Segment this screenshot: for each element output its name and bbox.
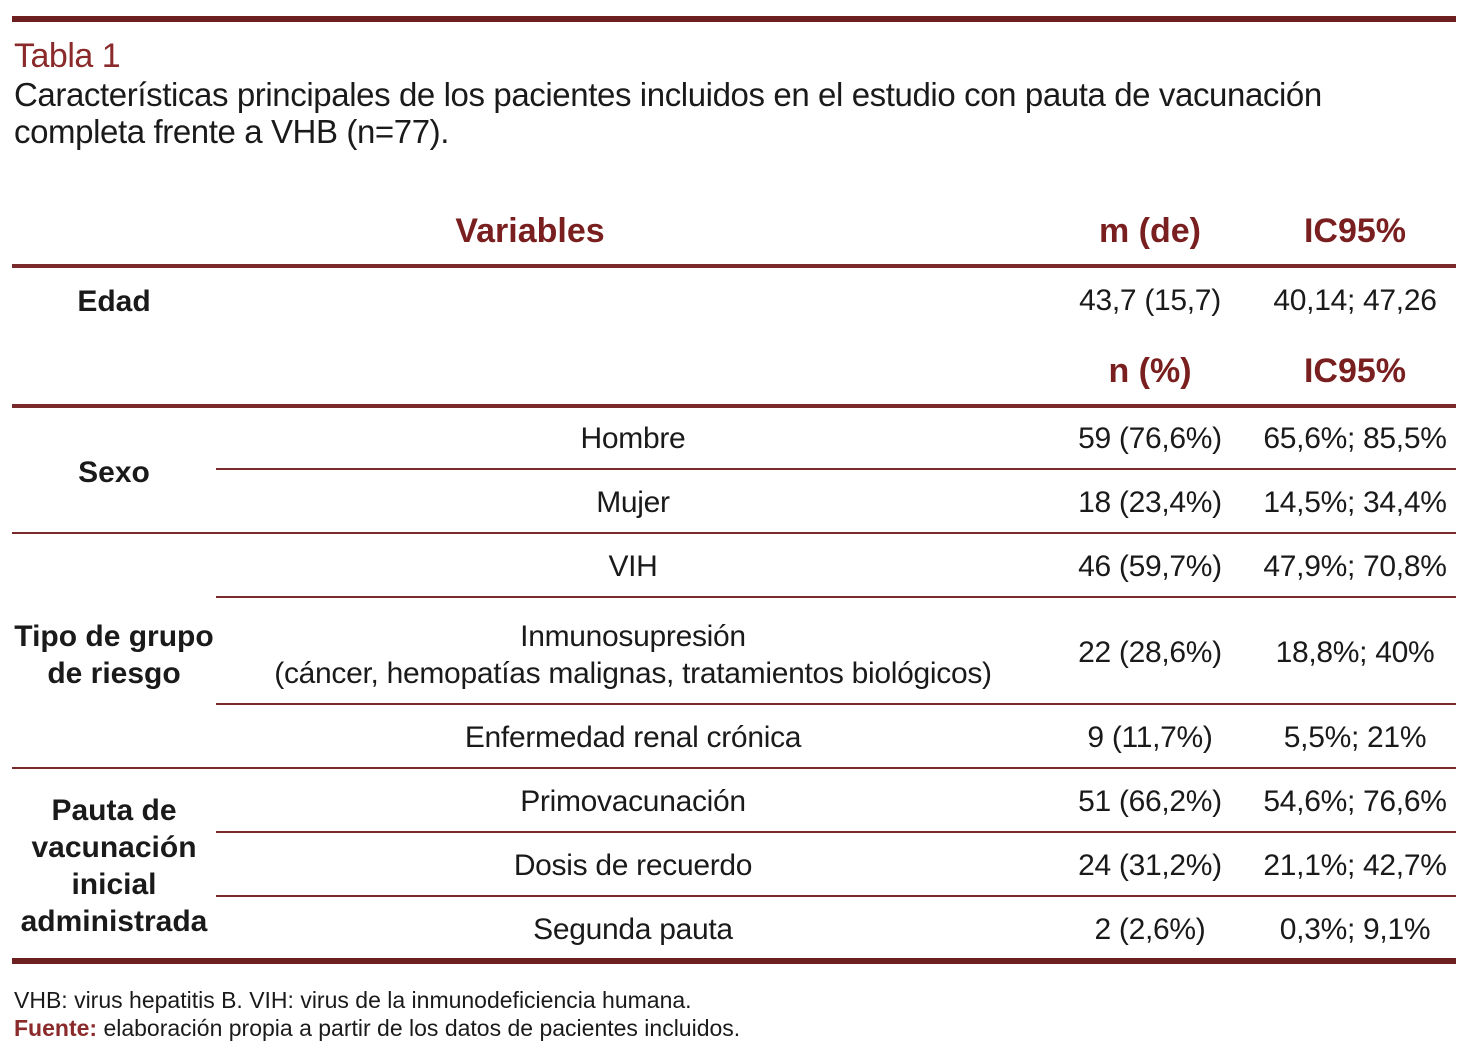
table-label: Tabla 1	[14, 37, 121, 75]
value-vih: 46 (59,7%)	[1078, 550, 1222, 583]
row-rule	[216, 596, 1456, 598]
table-footnote	[14, 986, 740, 1042]
label-recuerdo: Dosis de recuerdo	[513, 849, 753, 882]
group-riesgo-line2: de riesgo	[47, 657, 181, 690]
ci-segunda: 0,3%; 9,1%	[1279, 913, 1431, 946]
group-riesgo	[14, 618, 214, 692]
header-ci-2: IC95%	[1303, 352, 1407, 390]
label-mujer: Mujer	[596, 486, 670, 519]
section-rule-sexo	[12, 404, 1456, 408]
table-caption	[14, 36, 1454, 150]
ci-inmuno: 18,8%; 40%	[1275, 636, 1435, 669]
row-rule	[216, 831, 1456, 833]
header-variables: Variables	[455, 212, 605, 250]
ci-primo: 54,6%; 76,6%	[1263, 785, 1447, 818]
group-pauta-line4: administrada	[20, 905, 208, 938]
group-pauta-line3: inicial	[71, 868, 157, 901]
value-hombre: 59 (76,6%)	[1078, 422, 1222, 455]
footnote-abbreviations: VHB: virus hepatitis B. VIH: virus de la inmunodeficiencia humana.	[14, 987, 692, 1013]
label-hombre: Hombre	[580, 422, 686, 455]
group-sexo: Sexo	[78, 456, 150, 489]
source-text: elaboración propia a partir de los datos de pacientes incluidos.	[97, 1015, 741, 1041]
table-title: Características principales de los pacientes incluidos en el estudio con pauta de vacunación completa frente a VHB (n=77).	[14, 76, 1322, 150]
section-rule-riesgo	[12, 532, 1456, 534]
label-segunda: Segunda pauta	[533, 913, 733, 946]
footnote-source	[14, 1014, 740, 1042]
value-segunda: 2 (2,6%)	[1094, 913, 1206, 946]
group-pauta-line2: vacunación	[31, 831, 197, 864]
label-vih: VIH	[608, 550, 658, 583]
value-inmuno: 22 (28,6%)	[1078, 636, 1222, 669]
section-rule-pauta	[12, 767, 1456, 769]
group-riesgo-line1: Tipo de grupo	[14, 620, 214, 653]
label-inmuno	[220, 618, 1046, 692]
label-inmuno-line1: Inmunosupresión	[520, 620, 746, 653]
edad-value: 43,7 (15,7)	[1079, 284, 1221, 317]
group-edad: Edad	[77, 285, 151, 318]
row-rule	[216, 468, 1456, 470]
value-primo: 51 (66,2%)	[1078, 785, 1222, 818]
header-ci: IC95%	[1303, 212, 1407, 250]
group-pauta-line1: Pauta de	[51, 794, 177, 827]
ci-vih: 47,9%; 70,8%	[1263, 550, 1447, 583]
top-rule	[12, 16, 1456, 22]
label-primo: Primovacunación	[520, 785, 746, 818]
ci-mujer: 14,5%; 34,4%	[1263, 486, 1447, 519]
bottom-rule	[12, 958, 1456, 964]
header-rule	[12, 264, 1456, 268]
value-mujer: 18 (23,4%)	[1078, 486, 1222, 519]
ci-hombre: 65,6%; 85,5%	[1263, 422, 1447, 455]
header-mean: m (de)	[1099, 212, 1201, 250]
ci-recuerdo: 21,1%; 42,7%	[1263, 849, 1447, 882]
label-inmuno-line2: (cáncer, hemopatías malignas, tratamientos biológicos)	[274, 657, 992, 690]
row-rule	[216, 703, 1456, 705]
value-recuerdo: 24 (31,2%)	[1078, 849, 1222, 882]
header-n: n (%)	[1108, 352, 1192, 390]
ci-renal: 5,5%; 21%	[1283, 721, 1427, 754]
row-rule	[216, 895, 1456, 897]
group-pauta	[14, 792, 214, 940]
source-label: Fuente:	[14, 1015, 98, 1041]
label-renal: Enfermedad renal crónica	[464, 721, 802, 754]
edad-ci: 40,14; 47,26	[1273, 284, 1437, 317]
value-renal: 9 (11,7%)	[1087, 721, 1213, 754]
